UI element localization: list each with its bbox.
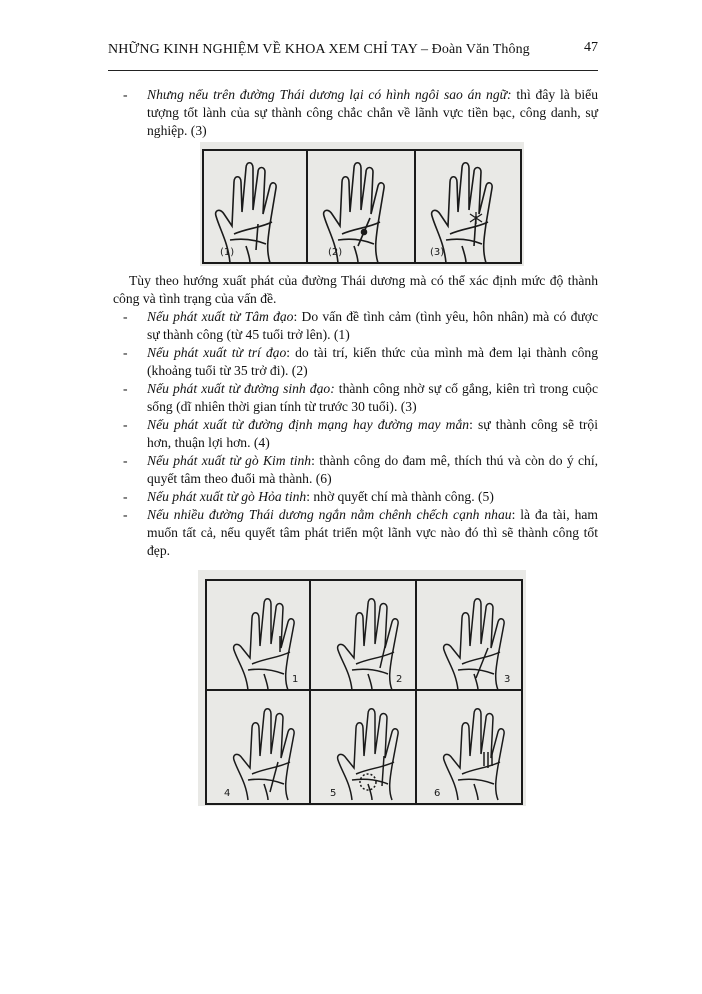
hand-drawing-1 [234, 599, 295, 690]
item-text: thành công nhờ sự cố gắng, kiên trì trong cuộc sống (dĩ nhiên thời gian tính từ trước 30 tuổi). (3) [147, 381, 598, 414]
figure-label: 1 [292, 674, 299, 685]
top-bullet [113, 86, 598, 140]
item-text: : sự thành công sẽ trội hơn, thuận lợi hơn. (4) [147, 417, 598, 450]
item-term: Nếu phát xuất từ Tâm đạo [147, 309, 294, 324]
list-item [113, 506, 598, 560]
page-number: 47 [584, 40, 598, 55]
item-term: Nhưng nếu trên đường Thái dương lại có hình ngôi sao án ngữ: [147, 87, 512, 102]
figure-label: 5 [330, 788, 337, 799]
item-term: Nếu phát xuất từ đường sinh đạo: [147, 381, 335, 396]
item-term: Nếu phát xuất từ đường định mạng hay đường may mắn [147, 417, 470, 432]
list-item [113, 380, 598, 416]
list-item [113, 344, 598, 380]
running-header [108, 40, 598, 62]
bullet-dash: - [123, 417, 128, 432]
header-rule [108, 70, 598, 71]
book-title: NHỮNG KINH NGHIỆM VỀ KHOA XEM CHỈ TAY – Đoàn Văn Thông [108, 42, 530, 57]
item-text: thì đây là biểu tượng tốt lành của sự thành công chắc chắn về lãnh vực tiền bạc, công danh, sự nghiệp. (3) [147, 87, 598, 138]
bullet-dash: - [123, 489, 128, 504]
figure-label: 3 [504, 674, 511, 685]
item-term: Nếu phát xuất từ gò Kim tinh [147, 453, 312, 468]
list-item [113, 308, 598, 344]
figure-label: 4 [224, 788, 231, 799]
bullet-dash: - [123, 309, 128, 324]
list-item [113, 452, 598, 488]
item-text: : Do vấn đề tình cảm (tình yêu, hôn nhân) mà có được sự thành công (từ 45 tuổi trở lên). (1) [147, 309, 598, 342]
body-text [113, 272, 598, 560]
palm-figure-top [200, 142, 524, 266]
item-term: Nếu nhiều đường Thái dương ngắn nằm chênh chếch cạnh nhau [147, 507, 512, 522]
palm-figure-top-drawing [200, 142, 524, 266]
item-text: : do tài trí, kiến thức của mình mà đem lại thành công (khoảng tuổi từ 35 trở đi). (2) [147, 345, 598, 378]
list-item [113, 416, 598, 452]
item-term: Nếu phát xuất từ gò Hỏa tinh [147, 489, 307, 504]
figure-label: 2 [396, 674, 403, 685]
hand-drawing-2 [338, 599, 399, 690]
palm-figure-bottom [198, 570, 526, 806]
item-term: Nếu phát xuất từ trí đạo [147, 345, 287, 360]
figure-label: (3) [430, 247, 445, 258]
figure-label: 6 [434, 788, 441, 799]
hand-drawing-4 [234, 709, 295, 800]
intro-paragraph: Tùy theo hướng xuất phát của đường Thái dương mà có thể xác định mức độ thành công và tình trạng của vấn đề. [113, 273, 598, 306]
item-text: : là đa tài, ham muốn tất cả, nếu quyết tâm phát triển một lãnh vực nào đó thì sẽ thành công tốt đẹp. [147, 507, 598, 558]
item-text: : thành công do đam mê, thích thú và còn do ý chí, quyết tâm theo đuổi mà thành. (6) [147, 453, 599, 486]
bullet-dash: - [123, 507, 128, 522]
item-text: : nhờ quyết chí mà thành công. (5) [306, 489, 494, 504]
list-item [113, 86, 598, 140]
palm-figure-bottom-drawing [198, 570, 526, 806]
figure-label: (1) [220, 247, 235, 258]
hand-drawing-5 [338, 709, 399, 800]
bullet-dash: - [123, 87, 128, 102]
hand-drawing-6 [444, 709, 505, 800]
hand-drawing-3 [444, 599, 505, 690]
bullet-dash: - [123, 453, 128, 468]
bullet-dash: - [123, 381, 128, 396]
figure-label: (2) [328, 247, 343, 258]
bullet-dash: - [123, 345, 128, 360]
list-item [113, 488, 598, 506]
